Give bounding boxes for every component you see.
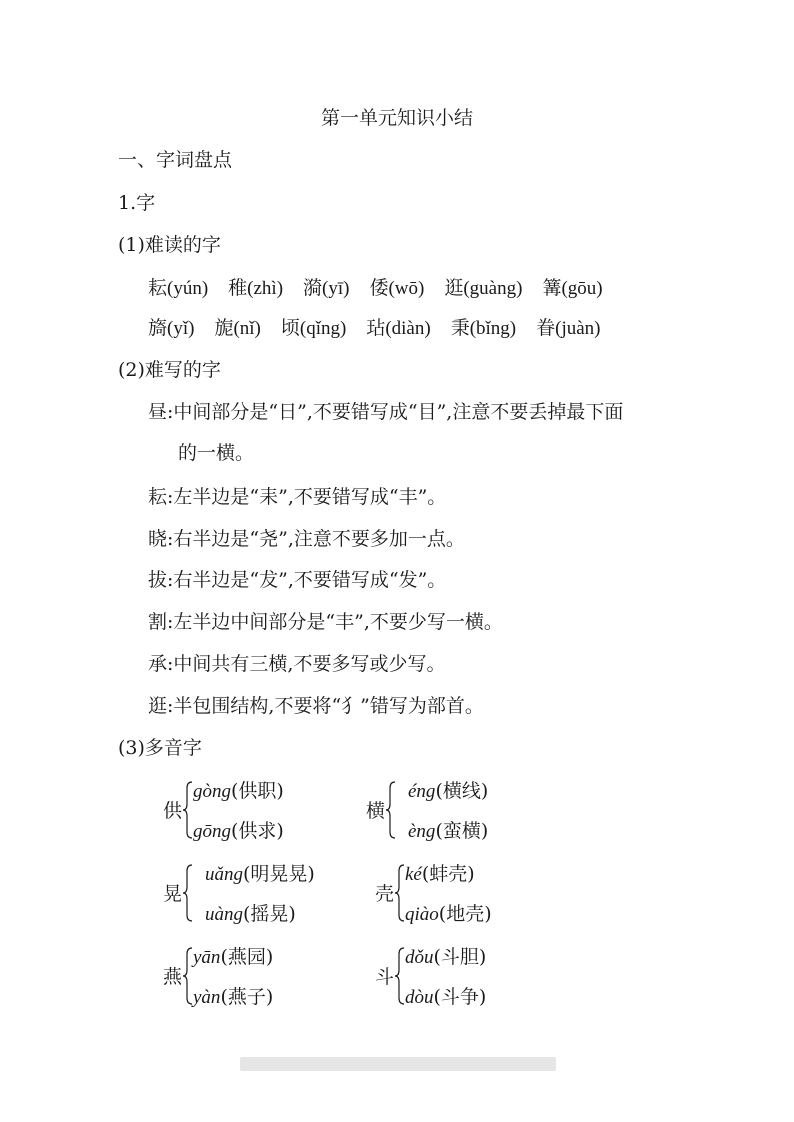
part-heading-hard-read: (1)难读的字 [118, 234, 221, 256]
pinyin-item: 耘(yún) [148, 278, 209, 299]
pinyin-item: 玷(diàn) [366, 318, 431, 339]
pinyin-item: 秉(bǐng) [450, 318, 517, 339]
reading-1: ké(蚌壳) [405, 863, 475, 885]
polyphone-char: 供 [163, 800, 183, 822]
polyphone-char: 横 [366, 800, 386, 822]
hard-char-note: 承:中间共有三横,不要多写或少写。 [148, 653, 446, 675]
pinyin-item: 旖(yǐ) [148, 318, 195, 339]
reading-2: èng(蛮横) [408, 820, 489, 842]
hard-char-note: 逛:半包围结构,不要将“犭”错写为部首。 [148, 695, 484, 717]
polyphone-char: 晃 [163, 883, 183, 905]
hard-char-note: 耘:左半边是“耒”,不要错写成“丰”。 [148, 486, 447, 508]
polyphone-group [163, 862, 343, 926]
polyphone-group [375, 945, 555, 1009]
reading-2: qiào(地壳) [405, 903, 492, 925]
reading-2: dòu(斗争) [405, 986, 487, 1008]
reading-1: gòng(供职) [193, 780, 284, 802]
hard-char-note: 割:左半边中间部分是“丰”,不要少写一横。 [148, 611, 503, 633]
brace-icon [386, 781, 396, 839]
pinyin-item: 倭(wō) [369, 278, 425, 299]
brace-icon [395, 947, 405, 1005]
hard-char-note: 晓:右半边是“尧”,注意不要多加一点。 [148, 528, 465, 550]
pinyin-item: 眷(juàn) [536, 318, 601, 339]
reading-2: gōng(供求) [193, 820, 284, 842]
pinyin-item: 漪(yī) [303, 278, 350, 299]
polyphone-char: 燕 [163, 966, 183, 988]
pinyin-item: 稚(zhì) [228, 278, 284, 299]
hard-char-note: 拔:右半边是“犮”,不要错写成“发”。 [148, 569, 447, 591]
polyphone-group [163, 945, 343, 1009]
reading-1: éng(横线) [408, 780, 489, 802]
reading-2: yàn(燕子) [193, 986, 274, 1008]
hard-char-note: 的一横。 [178, 442, 255, 464]
reading-1: dǒu(斗胆) [405, 946, 487, 968]
brace-icon [395, 864, 405, 922]
part-heading-hard-write: (2)难写的字 [118, 359, 221, 381]
pinyin-item: 顷(qǐng) [280, 318, 347, 339]
brace-icon [183, 864, 193, 922]
polyphone-char: 斗 [375, 966, 395, 988]
polyphone-group [366, 779, 546, 843]
blurred-footer-watermark [240, 1057, 556, 1071]
reading-1: uǎng(明晃晃) [205, 863, 315, 885]
part-heading-polyphone: (3)多音字 [118, 737, 202, 759]
reading-2: uàng(摇晃) [205, 903, 296, 925]
pinyin-item: 篝(gōu) [542, 278, 603, 299]
page-title: 第一单元知识小结 [320, 107, 473, 129]
polyphone-char: 壳 [375, 883, 395, 905]
pinyin-item: 逛(guàng) [444, 278, 523, 299]
pinyin-row-2 [148, 316, 621, 341]
brace-icon [183, 947, 193, 1005]
section-heading: 一、字词盘点 [118, 149, 233, 171]
polyphone-group [375, 862, 555, 926]
reading-1: yān(燕园) [193, 946, 274, 968]
polyphone-group [163, 779, 343, 843]
brace-icon [183, 781, 193, 839]
subsection-heading: 1.字 [118, 192, 156, 214]
pinyin-item: 旎(nǐ) [214, 318, 261, 339]
pinyin-row-1 [148, 276, 623, 301]
hard-char-note: 昼:中间部分是“日”,不要错写成“目”,注意不要丢掉最下面 [148, 401, 624, 423]
